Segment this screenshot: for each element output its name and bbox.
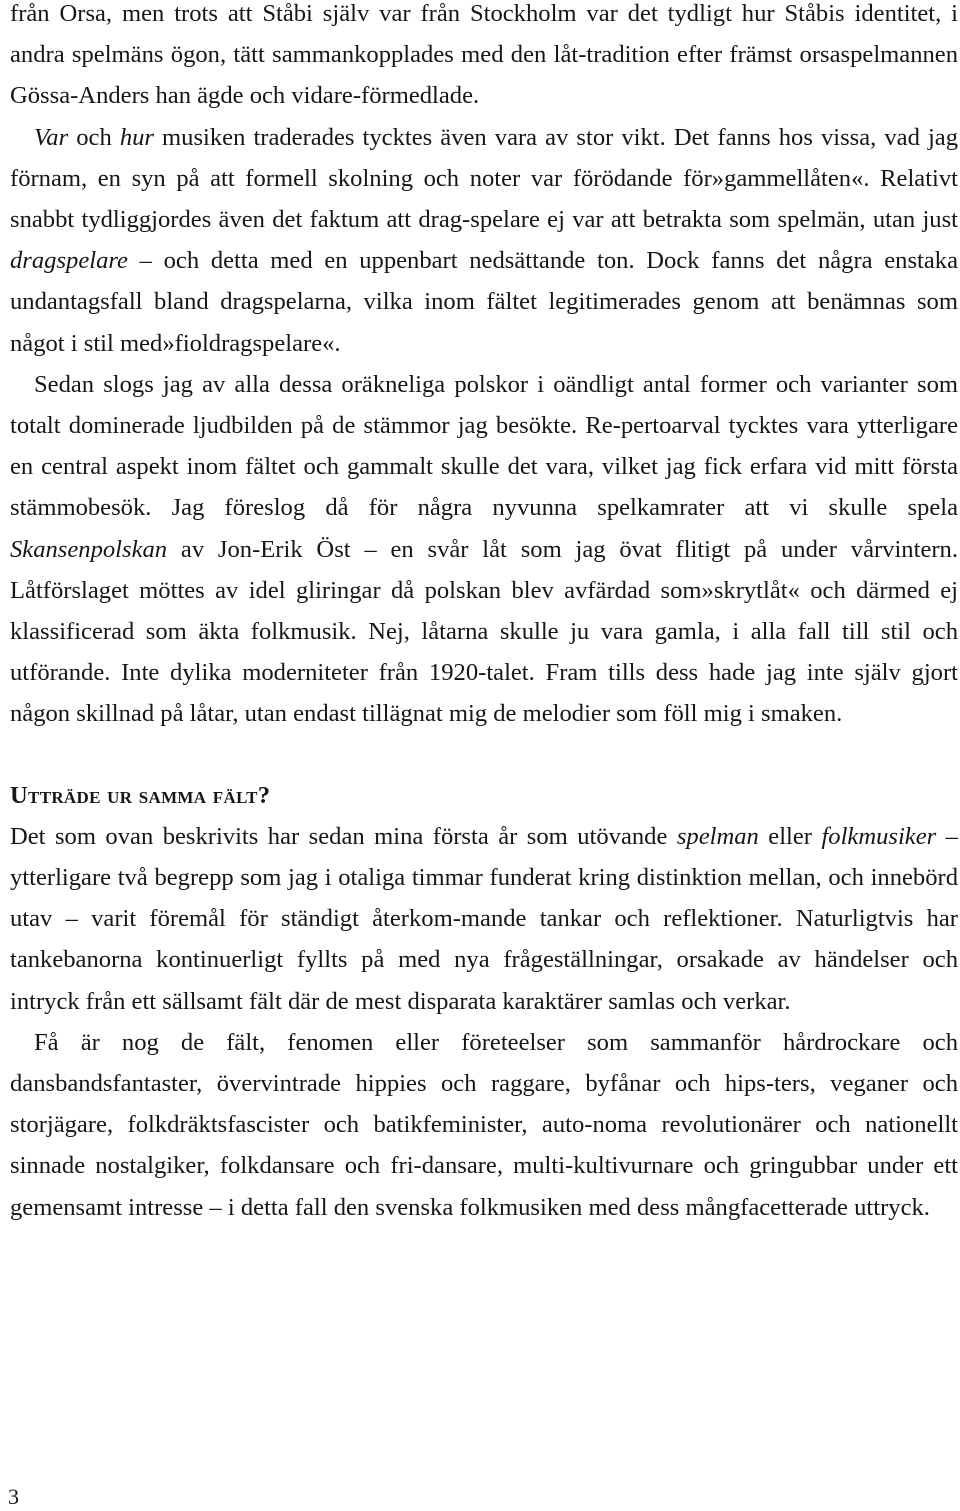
text-run: – och detta med en uppenbart nedsättande ton. Dock fanns det några enstaka undantagsfall bland dragspelarna, vilka inom fältet legitimerades genom att benämnas som något i stil med»fioldragspelare«. (10, 247, 958, 357)
section-heading: Utträde ur samma fält? (10, 781, 271, 809)
text-run: Sedan slogs jag av alla dessa oräkneliga polskor i oändligt antal former och varianter som totalt dominerade ljudbilden på de stämmor jag besökte. Re-pertoarval tycktes vara ytterligare en central aspekt inom fältet och gammalt skulle det vara, vilket jag fick erfara vid mitt första stämmobesök. Jag föreslog då för några nyvunna spelkamrater att vi skulle spela (10, 370, 958, 522)
paragraph (10, 0, 958, 117)
text-run: av Jon-Erik Öst – en svår låt som jag övat flitigt på under vårvintern. Låtförslaget möttes av idel gliringar då polskan blev avfärdad som»skrytlåt« och därmed ej klassificerad som äkta folkmusik. Nej, låtarna skulle ju vara gamla, i alla fall till stil och utförande. Inte dylika moderniteter från 1920-talet. Fram tills dess hade jag inte själv gjort någon skillnad på låtar, utan endast tillägnat mig de melodier som föll mig i smaken. (10, 535, 958, 728)
document-page (10, 0, 958, 1228)
text-run: – ytterligare två begrepp som jag i otaliga timmar funderat kring distinktion mellan, och innebörd utav – varit föremål för ständigt återkom-mande tankar och reflektioner. Naturligtvis har tankebanorna kontinuerligt fyllts på med nya frågeställningar, orsakade av händelser och intryck från ett sällsamt fält där de mest disparata karaktärer samlas och verkar. (10, 822, 958, 1015)
page-number: 3 (8, 1484, 19, 1509)
emphasized-text: hur (119, 123, 154, 151)
emphasized-text: Skansenpolskan (10, 535, 168, 563)
text-run: och (68, 123, 120, 151)
emphasized-text: spelman (676, 822, 759, 850)
paragraph (10, 117, 958, 364)
paragraph (10, 816, 958, 1022)
text-run: från Orsa, men trots att Ståbi själv var från Stockholm var det tydligt hur Ståbis identitet, i andra spelmäns ögon, tätt sammankopplades med den låt-tradition efter främst orsaspelmannen Gössa-Anders han ägde och vidare-förmedlade. (10, 0, 958, 110)
emphasized-text: folkmusiker (821, 822, 937, 850)
text-run: Det som ovan beskrivits har sedan mina första år som utövande (10, 822, 677, 850)
text-run: eller (758, 822, 822, 850)
paragraph (10, 364, 958, 735)
paragraph (10, 1022, 958, 1228)
body-text-bottom (10, 816, 958, 1228)
text-run: musiken traderades tycktes även vara av stor vikt. Det fanns hos vissa, vad jag förnam, en syn på att formell skolning och noter var förödande för»gammellåten«. Relativt snabbt tydliggjordes även det faktum att drag-spelare ej var att betrakta som spelmän, utan just (10, 123, 958, 234)
text-run: Få är nog de fält, fenomen eller företeelser som sammanför hårdrockare och dansbandsfantaster, övervintrade hippies och raggare, byfånar och hips-ters, veganer och storjägare, folkdräktsfascister och batikfeminister, auto-noma revolutionärer och nationellt sinnade nostalgiker, folkdansare och fri-dansare, multi-kultivurnare och gringubbar under ett gemensamt intresse – i detta fall den svenska folkmusiken med dess mångfacetterade uttryck. (10, 1028, 958, 1221)
body-text-top (10, 0, 958, 735)
emphasized-text: dragspelare (10, 247, 128, 275)
section-gap (10, 735, 958, 775)
emphasized-text: Var (34, 123, 69, 151)
